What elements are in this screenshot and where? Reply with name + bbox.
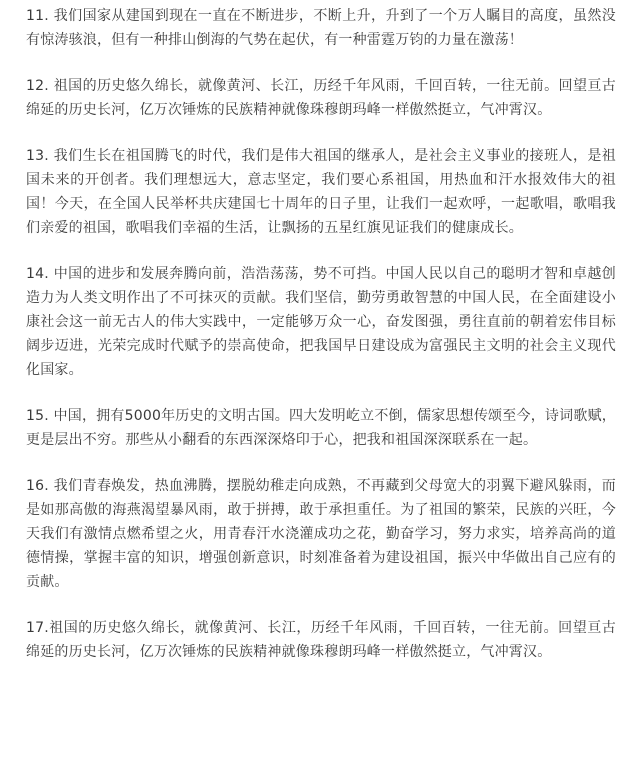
article-body — [26, 4, 616, 686]
paragraph-14: 14. 中国的进步和发展奔腾向前，浩浩荡荡，势不可挡。中国人民以自己的聪明才智和卓越创造力为人类文明作出了不可抹灭的贡献。我们坚信，勤劳勇敢智慧的中国人民，在全面建设小康社会这一前无古人的伟大实践中，一定能够万众一心，奋发图强，勇往直前的朝着宏伟目标阔步迈进，光荣完成时代赋予的崇高使命，把我国早日建设成为富强民主文明的社会主义现代化国家。 — [26, 266, 616, 378]
paragraph-17: 17.祖国的历史悠久绵长，就像黄河、长江，历经千年风雨，千回百转，一往无前。回望亘古绵延的历史长河，亿万次锤炼的民族精神就像珠穆朗玛峰一样傲然挺立，气冲霄汉。 — [26, 620, 616, 660]
paragraph-15: 15. 中国，拥有5000年历史的文明古国。四大发明屹立不倒，儒家思想传颂至今，诗词歌赋，更是层出不穷。那些从小翻看的东西深深烙印于心，把我和祖国深深联系在一起。 — [26, 408, 616, 448]
paragraph-11: 11. 我们国家从建国到现在一直在不断进步，不断上升，升到了一个万人瞩目的高度，虽然没有惊涛骇浪，但有一种排山倒海的气势在起伏，有一种雷霆万钧的力量在激荡！ — [26, 8, 616, 48]
paragraph-16: 16. 我们青春焕发，热血沸腾，摆脱幼稚走向成熟，不再藏到父母宽大的羽翼下避风躲雨，而是如那高傲的海燕渴望暴风雨，敢于拼搏，敢于承担重任。为了祖国的繁荣，民族的兴旺，今天我们有激情点燃希望之火，用青春汗水浇灌成功之花，勤奋学习，努力求实，培养高尚的道德情操，掌握丰富的知识，增强创新意识，时刻准备着为建设祖国，振兴中华做出自己应有的贡献。 — [26, 478, 616, 590]
paragraph-12: 12. 祖国的历史悠久绵长，就像黄河、长江，历经千年风雨，千回百转，一往无前。回望亘古绵延的历史长河，亿万次锤炼的民族精神就像珠穆朗玛峰一样傲然挺立，气冲霄汉。 — [26, 78, 616, 118]
paragraph-13: 13. 我们生长在祖国腾飞的时代，我们是伟大祖国的继承人，是社会主义事业的接班人，是祖国未来的开创者。我们理想远大，意志坚定，我们要心系祖国，用热血和汗水报效伟大的祖国！今天，在全国人民举杯共庆建国七十周年的日子里，让我们一起欢呼，一起歌唱，歌唱我们亲爱的祖国，歌唱我们幸福的生活，让飘扬的五星红旗见证我们的健康成长。 — [26, 148, 616, 236]
